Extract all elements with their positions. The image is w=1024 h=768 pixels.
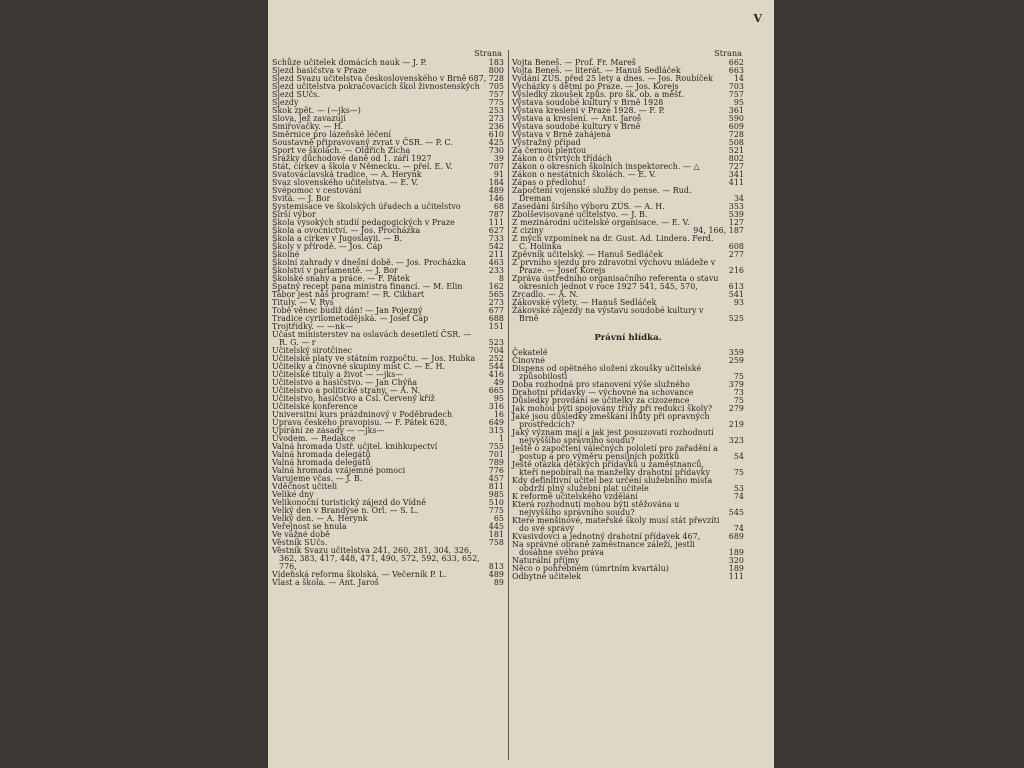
entry-page: 95 — [733, 98, 744, 107]
index-entry — [512, 413, 744, 429]
entry-page: 539 — [728, 210, 744, 219]
entry-title: Výstava v Brně zahájena — [512, 130, 611, 139]
index-entry — [512, 477, 744, 493]
book-page — [268, 0, 774, 768]
entry-page: 523 — [488, 338, 504, 347]
entry-page: 445 — [488, 522, 504, 531]
entry-page: 508 — [728, 138, 744, 147]
entry-page: 677 — [488, 306, 504, 315]
entry-title: Žákovské zájezdy na výstavu soudobé kultury v Brně — [512, 306, 704, 323]
entry-page: 315 — [488, 426, 504, 435]
entry-title: Učitelstvo a politické strany. — A. N. — [272, 386, 421, 395]
entry-page: 151 — [488, 322, 504, 331]
entry-page: 273 — [488, 298, 504, 307]
left-entries — [272, 59, 504, 587]
entry-title: Zrcadlo. — A. N. — [512, 290, 579, 299]
entry-title: Výstava soudobé kultury v Brně — [512, 122, 641, 131]
entry-title: Učitelky a činovné skupiny míst C. — E. H. — [272, 362, 446, 371]
entry-page: 39 — [493, 154, 504, 163]
entry-title: Soustavně připravovaný zvrat v ČSR. — P. C. — [272, 138, 453, 147]
entry-page: 73 — [733, 388, 744, 397]
entry-title: Úvodem. — Redakce — [272, 434, 356, 443]
column-divider — [508, 50, 509, 760]
entry-page: 75 — [733, 372, 744, 381]
entry-title: Tobě věnec budiž dán! — Jan Pojezný — [272, 306, 423, 315]
entry-page: 544 — [488, 362, 504, 371]
entry-title: Varujeme včas. — J. B. — [272, 474, 363, 483]
entry-page: 361 — [728, 106, 744, 115]
entry-title: Učitelský sirotčinec — [272, 346, 353, 355]
entry-title: Z mých vzpomínek na dr. Gust. Ad. Lindera. Ferd. C. Holinka — [512, 234, 714, 251]
entry-page: 323 — [728, 436, 744, 445]
entry-title: Vycházky s dětmi po Praze. — Jos. Korejs — [512, 82, 679, 91]
entry-title: Sport ve školách. — Oldřich Zícha — [272, 146, 411, 155]
entry-title: Započtení vojenské služby do pense. — Rud. Dreman — [512, 186, 692, 203]
entry-title: Školní zahrady v dnešní době. — Jos. Procházka — [272, 258, 466, 267]
entry-title: Ještě o započtení válečných pololetí pro zařadění a postup a pro výměru pensijních požitků — [512, 444, 718, 461]
index-entry — [512, 259, 744, 275]
entry-title: Věstník Svazu učitelstva 241, 260, 281, 304, 326, 362, 383, 417, 448, 471, 490, 572, 592, 633, 652, 776, — [272, 546, 480, 571]
entry-page: 521 — [728, 146, 744, 155]
index-entry — [512, 461, 744, 477]
entry-title: Zasedání širšího výboru ZÚS. — A. H. — [512, 202, 665, 211]
entry-title: Zpěvník učitelský. — Hanuš Sedláček — [512, 250, 663, 259]
entry-title: Činovné — [512, 356, 545, 365]
entry-page: 705 — [488, 82, 504, 91]
entry-title: Skok zpět. — (—jks—) — [272, 106, 361, 115]
page-number: V — [753, 12, 762, 25]
entry-page: 425 — [488, 138, 504, 147]
entry-title: Něco o pohřebném (úmrtním kvartálu) — [512, 564, 669, 573]
entry-page: 701 — [488, 450, 504, 459]
entry-page: 233 — [488, 266, 504, 275]
entry-page: 127 — [728, 218, 744, 227]
index-entry — [272, 91, 504, 99]
entry-title: Učitelské platy ve státním rozpočtu. — Jos. Hubka — [272, 354, 476, 363]
entry-page: 775 — [488, 98, 504, 107]
entry-title: Slova, jež zavazují — [272, 114, 346, 123]
entry-page: 411 — [728, 178, 744, 187]
entry-title: Sjezd učitelstva pokračovacích škol živnostenských — [272, 82, 480, 91]
entry-page: 277 — [728, 250, 744, 259]
entry-title: Sjezd Svazu učitelstva československého v Brně — [272, 74, 467, 83]
entry-title: Velký den v Brandýse n. Orl. — S. L. — [272, 506, 419, 515]
entry-title: Valná hromada delegátů — [272, 458, 371, 467]
entry-page: 279 — [728, 404, 744, 413]
entry-title: Učitelstvo a hasičstvo. — Jan Chýňa — [272, 378, 418, 387]
entry-page: 689 — [728, 532, 744, 541]
entry-title: Která rozhodnutí mohou býti stěžována u nejvyššího správního soudu? — [512, 500, 680, 517]
index-entry — [272, 331, 504, 347]
entry-title: Zápas o předlohu! — [512, 178, 586, 187]
entry-title: Sjezdy — [272, 98, 299, 107]
index-entry — [512, 573, 744, 581]
entry-title: Velikonoční turistický zájezd do Vídně — [272, 498, 426, 507]
entry-title: Výstražný případ — [512, 138, 581, 147]
index-entry — [512, 541, 744, 557]
entry-page: 216 — [728, 266, 744, 275]
entry-title: Jaké jsou důsledky zmeškání lhůty při opravných prostředcích? — [512, 412, 710, 429]
index-entry — [512, 501, 744, 517]
entry-title: Důsledky provdání se učitelky za cizozemce — [512, 396, 690, 405]
entry-page: 211 — [488, 250, 504, 259]
entry-title: Veřejnost se hnula — [272, 522, 347, 531]
entry-page: 93 — [733, 298, 744, 307]
entry-page: 800 — [488, 66, 504, 75]
entry-page: 273 — [488, 114, 504, 123]
entry-title: Zákon o okresních školních inspektorech. — △ — [512, 162, 700, 171]
entry-page: 662 — [728, 58, 744, 67]
entry-title: Zákon o čtvrtých třídách — [512, 154, 612, 163]
entry-title: Tradice cyrilometodějská. — Josef Čáp — [272, 314, 429, 323]
entry-page: 728 — [728, 130, 744, 139]
entry-title: Z prvního sjezdu pro zdravotní výchovu mládeže v Praze. — Josef Korejs — [512, 258, 716, 275]
entry-page: 545 — [728, 508, 744, 517]
entry-title: Sjezd hasičstva v Praze — [272, 66, 367, 75]
entry-title: Upírání ze zásady — —jks— — [272, 426, 385, 435]
entry-page: 707 — [488, 162, 504, 171]
entry-title: Tituly. — V. Rys — [272, 298, 334, 307]
entry-title: Jak mohou býti spojovány třídy při redukci školy? — [512, 404, 713, 413]
entry-page: 610 — [488, 130, 504, 139]
left-column — [272, 48, 504, 587]
entry-title: Vojta Beneš. — Prof. Fr. Mareš — [512, 58, 636, 67]
entry-title: Dispens od opětného složení zkoušky učitelské způsobilosti — [512, 364, 702, 381]
entry-title: Za černou plentou — [512, 146, 587, 155]
entry-title: Doba rozhodná pro stanovení výše služného — [512, 380, 690, 389]
entry-page: 663 — [728, 66, 744, 75]
entry-page: 14 — [733, 74, 744, 83]
entry-page: 457 — [488, 474, 504, 483]
entry-title: Sjezd SUčs. — [272, 90, 320, 99]
entry-title: Naturální příjmy — [512, 556, 580, 565]
entry-page: 146 — [488, 194, 504, 203]
entry-title: Účast ministerstev na oslavách desetiletí ČSR. — R. G. — r — [272, 330, 472, 347]
entry-title: Z mezinárodní učitelské organisace. — E. V. — [512, 218, 690, 227]
entry-page: 8 — [498, 274, 504, 283]
entry-title: Drahotní přídavky — výchovné na schovance — [512, 388, 694, 397]
entry-page: 253 — [488, 106, 504, 115]
index-entry — [512, 517, 744, 533]
entry-title: Výstava kreslení v Praze 1928. — F. P. — [512, 106, 665, 115]
entry-page: 16 — [493, 410, 504, 419]
entry-page: 316 — [488, 402, 504, 411]
entry-title: Zpráva ústředního organisačního referenta o stavu okresních jednot v roce 1927 541, 545, 570, — [512, 274, 719, 291]
entry-title: Schůze učitelek domácích nauk — J. P. — [272, 58, 427, 67]
index-entry — [512, 429, 744, 445]
entry-title: Tábor jest náš program! — R. Cikhart — [272, 290, 425, 299]
entry-page: 54 — [733, 452, 744, 461]
entry-title: Čekatelé — [512, 348, 548, 357]
entry-page: 184 — [488, 178, 504, 187]
entry-page: 94, 166, 187 — [693, 226, 744, 235]
entry-title: Vydání ZÚS. před 25 lety a dnes. — Jos. Roubíček — [512, 74, 713, 83]
left-column-header: Strana — [474, 48, 502, 58]
entry-page: 353 — [728, 202, 744, 211]
entry-title: Vojta Beneš. — literát. — Hanuš Sedláček — [512, 66, 681, 75]
entry-title: Zákon o nestátních školách. — E. V. — [512, 170, 657, 179]
entry-page: 787 — [488, 210, 504, 219]
index-entry — [272, 547, 504, 571]
entry-title: Vlast a škola. — Ant. Jaroš — [272, 578, 379, 587]
entry-title: Výsledky zkoušek způs. pro šk. ob. a měšť. — [512, 90, 684, 99]
entry-page: 259 — [728, 356, 744, 365]
entry-title: Kdy definitivní učitel bez určení služebního místa obdrží plný služební plat učitele — [512, 476, 713, 493]
right-column — [512, 48, 744, 581]
entry-title: Špatný recept pana ministra financí. — M. Elin — [272, 282, 463, 291]
entry-page: 74 — [733, 524, 744, 533]
right-column-header: Strana — [714, 48, 742, 58]
entry-page: 359 — [728, 348, 744, 357]
entry-title: Učitelské konference — [272, 402, 358, 411]
entry-title: Trojtřídky. — —nk— — [272, 322, 353, 331]
entry-page: 757 — [728, 90, 744, 99]
entry-title: Školné — [272, 250, 300, 259]
index-entry — [512, 187, 744, 203]
entry-page: 111 — [728, 572, 744, 581]
entry-title: Odbytné učitelek — [512, 572, 582, 581]
entry-title: Školy v přírodě. — Jos. Čáp — [272, 242, 383, 251]
entry-title: Valná hromada Ústř. učitel. knihkupectví — [272, 442, 438, 451]
entry-title: Velký den. — A. Herynk — [272, 514, 368, 523]
entry-page: 802 — [728, 154, 744, 163]
entry-title: Výstava a kreslení. — Ant. Jaroš — [512, 114, 642, 123]
entry-page: 811 — [488, 482, 504, 491]
entry-title: Vídeňská reforma školská. — Večerník P. L. — [272, 570, 447, 579]
entry-page: 665 — [488, 386, 504, 395]
entry-page: 89 — [493, 578, 504, 587]
entry-page: 75 — [733, 468, 744, 477]
entry-page: 463 — [488, 258, 504, 267]
entry-title: Zákovské výlety. — Hanuš Sedláček — [512, 298, 657, 307]
entry-title: Smiřovačky. — H. — [272, 122, 344, 131]
entry-page: 704 — [488, 346, 504, 355]
entry-page: 755 — [488, 442, 504, 451]
index-entry — [512, 365, 744, 381]
entry-title: Širší výbor — [272, 210, 316, 219]
entry-page: 489 — [488, 186, 504, 195]
entry-title: Ve vážné době — [272, 530, 330, 539]
entry-page: 181 — [488, 530, 504, 539]
index-entry — [512, 275, 744, 291]
entry-title: Universitní kurs prázdninový v Poděbradech — [272, 410, 453, 419]
entry-title: Škola a církev v Jugoslavii. — B. — [272, 234, 403, 243]
entry-page: 525 — [728, 314, 744, 323]
entry-page: 34 — [733, 194, 744, 203]
entry-page: 687, 728 — [468, 74, 504, 83]
entry-page: 730 — [488, 146, 504, 155]
entry-page: 649 — [488, 418, 504, 427]
entry-title: Školství v parlamentě. — J. Bor — [272, 266, 398, 275]
entry-page: 219 — [728, 420, 744, 429]
index-entry — [512, 445, 744, 461]
index-entry — [512, 307, 744, 323]
entry-page: 68 — [493, 202, 504, 211]
entry-page: 613 — [728, 282, 744, 291]
entry-title: Ještě otázka dětských přídavků u zaměstnanců, kteří nepobírali na manželky drahotní přídavky — [512, 460, 710, 477]
entry-title: Valná hromada vzájemné pomoci — [272, 466, 406, 475]
entry-title: Učitelské tituly a život — —jks— — [272, 370, 404, 379]
entry-page: 733 — [488, 234, 504, 243]
entry-title: Systemisace ve školských úřadech a učitelstvo — [272, 202, 461, 211]
entry-page: 252 — [488, 354, 504, 363]
entry-page: 565 — [488, 290, 504, 299]
section-entries — [512, 349, 744, 581]
entry-page: 236 — [488, 122, 504, 131]
entry-page: 111 — [488, 218, 504, 227]
entry-page: 65 — [493, 514, 504, 523]
entry-page: 775 — [488, 506, 504, 515]
entry-title: Věstník SUčs. — [272, 538, 328, 547]
entry-title: Vděčnost učiteli — [272, 482, 338, 491]
entry-title: Směrnice pro lázeňské léčení — [272, 130, 392, 139]
entry-page: 320 — [728, 556, 744, 565]
entry-page: 1 — [498, 434, 504, 443]
entry-page: 776 — [488, 466, 504, 475]
entry-page: 489 — [488, 570, 504, 579]
index-entry — [512, 349, 744, 357]
entry-page: 183 — [488, 58, 504, 67]
entry-title: Svatováclavská tradice. — A. Herynk — [272, 170, 422, 179]
entry-page: 74 — [733, 492, 744, 501]
entry-page: 727 — [728, 162, 744, 171]
entry-page: 91 — [493, 170, 504, 179]
entry-page: 49 — [493, 378, 504, 387]
entry-title: Jaký význam mají a jak jest posuzovati rozhodnutí nejvyššího správního soudu? — [512, 428, 714, 445]
entry-page: 813 — [488, 562, 504, 571]
entry-page: 789 — [488, 458, 504, 467]
entry-title: K reformě učitelského vzdělání — [512, 492, 638, 501]
entry-page: 162 — [488, 282, 504, 291]
entry-title: Výstava soudobé kultury v Brně 1928 — [512, 98, 664, 107]
entry-page: 341 — [728, 170, 744, 179]
entry-page: 542 — [488, 242, 504, 251]
entry-title: Úprava českého pravopisu. — F. Pátek 628, — [272, 418, 448, 427]
entry-title: Svaz slovenského učitelstva. — E. V. — [272, 178, 419, 187]
right-entries — [512, 59, 744, 323]
entry-title: Zbolševisované učitelstvo. — J. B. — [512, 210, 648, 219]
entry-title: Učitelstvo, hasičstvo a Čsl. Červený kříž — [272, 394, 435, 403]
entry-title: Školské snahy a práce. — F. Pátek — [272, 274, 410, 283]
index-entry — [272, 579, 504, 587]
entry-page: 75 — [733, 396, 744, 405]
entry-title: Které menšinové, mateřské školy musí stát převzíti do své správy — [512, 516, 720, 533]
entry-page: 703 — [728, 82, 744, 91]
entry-title: Stát, církev a škola v Německu. — přel. E. V. — [272, 162, 453, 171]
entry-title: Z ciziny — [512, 226, 544, 235]
entry-page: 758 — [488, 538, 504, 547]
entry-title: Srážky důchodové daně od 1. září 1927 — [272, 154, 432, 163]
entry-page: 53 — [733, 484, 744, 493]
index-entry — [272, 243, 504, 251]
entry-title: Kvasivdovci a jednotný drahotní přídavek 467, — [512, 532, 701, 541]
entry-page: 757 — [488, 90, 504, 99]
entry-page: 688 — [488, 314, 504, 323]
entry-page: 189 — [728, 548, 744, 557]
entry-page: 416 — [488, 370, 504, 379]
entry-title: Škola a ovocnictví. — Jos. Procházka — [272, 226, 421, 235]
entry-page: 627 — [488, 226, 504, 235]
entry-title: Veliké dny — [272, 490, 314, 499]
index-entry — [512, 235, 744, 251]
entry-title: Svépomoc v cestování — [272, 186, 362, 195]
entry-page: 609 — [728, 122, 744, 131]
entry-title: Valná hromada delegátů — [272, 450, 371, 459]
entry-page: 541 — [728, 290, 744, 299]
entry-page: 189 — [728, 564, 744, 573]
entry-page: 95 — [493, 394, 504, 403]
section-title: Právní hlídka. — [594, 333, 662, 343]
entry-page: 608 — [728, 242, 744, 251]
entry-page: 379 — [728, 380, 744, 389]
entry-title: Škola vysokých studií pedagogických v Praze — [272, 218, 455, 227]
entry-page: 510 — [488, 498, 504, 507]
entry-title: Na správné obraně zaměstnance záleží, jestli dosáhne svého práva — [512, 540, 695, 557]
entry-page: 985 — [488, 490, 504, 499]
entry-title: Svitá. — J. Bor — [272, 194, 331, 203]
entry-page: 590 — [728, 114, 744, 123]
